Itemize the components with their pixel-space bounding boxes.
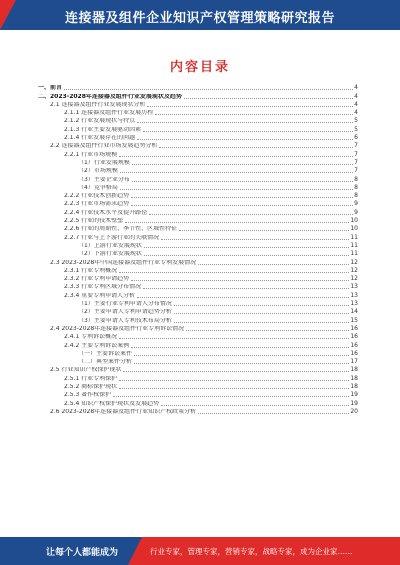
toc-entry[interactable]	[38, 373, 358, 381]
toc-entry[interactable]	[38, 282, 358, 290]
toc-entry[interactable]	[38, 191, 358, 199]
toc-entry[interactable]	[38, 108, 358, 116]
toc-entry-label: 2.2 连接器及组件行业市场发展趋势分析	[50, 143, 158, 150]
toc-entry[interactable]	[38, 241, 358, 249]
toc-entry-page-number: 10	[350, 225, 358, 233]
toc-leader-dots	[120, 172, 353, 173]
toc-entry-label: 一、前言	[38, 85, 63, 92]
toc-leader-dots	[174, 305, 350, 306]
toc-entry[interactable]	[38, 100, 358, 108]
toc-leader-dots	[144, 255, 350, 256]
toc-leader-dots	[174, 313, 350, 314]
toc-entry[interactable]	[38, 149, 358, 157]
toc-entry[interactable]	[38, 158, 358, 166]
toc-entry-page-number: 16	[350, 349, 358, 357]
toc-entry-label: 2.1.4 行业发展存在的问题	[64, 135, 136, 142]
toc-entry-page-number: 13	[350, 300, 358, 308]
toc-leader-dots	[131, 205, 353, 206]
toc-leader-dots	[132, 181, 353, 182]
toc-entry[interactable]	[38, 224, 358, 232]
toc-leader-dots	[119, 156, 353, 157]
toc-entry-page-number: 17	[350, 358, 358, 366]
toc-leader-dots	[184, 98, 353, 99]
toc-entry-page-number: 7	[354, 150, 358, 158]
toc-entry-page-number: 16	[350, 333, 358, 341]
toc-leader-dots	[149, 214, 353, 215]
toc-entry-page-number: 8	[354, 175, 358, 183]
toc-entry-page-number: 5	[354, 125, 358, 133]
toc-entry[interactable]	[38, 357, 358, 365]
toc-entry-page-number: 6	[354, 134, 358, 142]
toc-heading: 内容目录	[169, 60, 230, 75]
toc-entry-label: 2.5.3 著作权保护	[64, 392, 112, 399]
toc-entry[interactable]	[38, 274, 358, 282]
toc-entry-label: （4）竞争格局	[78, 184, 118, 191]
toc-leader-dots	[144, 247, 350, 248]
toc-entry-page-number: 4	[354, 84, 358, 92]
report-title: 连接器及组件企业知识产权管理策略研究报告	[64, 11, 335, 26]
toc-entry[interactable]	[38, 216, 358, 224]
toc-entry-label: 2.3 2023-2028年中国连接器及组件行业专利发展情况	[50, 259, 197, 266]
toc-entry-page-number: 11	[350, 241, 358, 249]
toc-leader-dots	[131, 280, 349, 281]
toc-entry-page-number: 12	[350, 258, 358, 266]
toc-leader-dots	[125, 222, 349, 223]
toc-entry-label: （1）上游行业发展现状	[78, 242, 142, 249]
toc-leader-dots	[155, 114, 353, 115]
toc-entry[interactable]	[38, 116, 358, 124]
toc-entry-page-number: 19	[350, 399, 358, 407]
toc-entry[interactable]	[38, 349, 358, 357]
toc-leader-dots	[186, 330, 349, 331]
toc-entry[interactable]	[38, 83, 358, 91]
toc-entry-page-number: 11	[350, 250, 358, 258]
toc-entry[interactable]	[38, 290, 358, 298]
toc-entry-label: 2.3.4 重要专利申请人分析	[64, 292, 136, 299]
toc-entry-label: （3）主要企业分布	[78, 176, 130, 183]
toc-entry[interactable]	[38, 307, 358, 315]
toc-entry-page-number: 14	[350, 308, 358, 316]
toc-entry-label: 2.5 行业知识产权保护现状	[50, 367, 122, 374]
toc-entry[interactable]	[38, 174, 358, 182]
toc-entry[interactable]	[38, 266, 358, 274]
toc-entry-page-number: 4	[354, 92, 358, 100]
toc-entry[interactable]	[38, 390, 358, 398]
toc-entry-label: （1）主要行业专利申请人分布情况	[78, 301, 172, 308]
toc-entry-label: 2.1.1 连接器及组件行业发展历程	[64, 110, 154, 117]
toc-entry[interactable]	[38, 207, 358, 215]
toc-entry-label: 2.4.2 主要专利诉讼案例	[64, 342, 130, 349]
toc-entry-label: 2.4 2023-2028年连接器及组件行业专利诉讼情况	[50, 325, 185, 332]
toc-entry-label: （一）主要诉讼案件	[78, 350, 133, 357]
toc-entry-label: 2.5.2 商标保护现状	[64, 383, 118, 390]
toc-leader-dots	[131, 197, 353, 198]
toc-entry-page-number: 18	[350, 382, 358, 390]
toc-leader-dots	[123, 371, 349, 372]
toc-entry-label: 2.3.1 行业专利概况	[64, 267, 118, 274]
toc-entry-page-number: 13	[350, 291, 358, 299]
toc-entry[interactable]	[38, 365, 358, 373]
toc-entry-label: 2.1 连接器及组件行业发展现状分析	[50, 101, 146, 108]
toc-entry[interactable]	[38, 183, 358, 191]
toc-entry-page-number: 18	[350, 366, 358, 374]
toc-entry[interactable]	[38, 332, 358, 340]
toc-leader-dots	[131, 347, 349, 348]
toc-entry-label: （2）下游行业发展现状	[78, 251, 142, 258]
toc-entry-page-number: 12	[350, 275, 358, 283]
toc-entry[interactable]	[38, 315, 358, 323]
toc-entry[interactable]	[38, 340, 358, 348]
toc-entry-page-number: 10	[350, 217, 358, 225]
toc-entry-page-number: 13	[350, 283, 358, 291]
toc-entry-page-number: 7	[354, 158, 358, 166]
footer-slogan: 让每个人都能成为	[46, 548, 119, 558]
toc-entry-page-number: 16	[350, 341, 358, 349]
toc-entry-label: 2.3.2 行业专利申请趋势	[64, 276, 130, 283]
toc-entry-page-number: 4	[354, 100, 358, 108]
toc-entry-label: （2）市场规模	[78, 168, 118, 175]
footer-banner	[0, 537, 400, 565]
toc-entry-label: 2.2.4 行业技术水平及提升路径	[64, 209, 148, 216]
toc-entry-label: 2.3.3 行业专利区域分布情况	[64, 284, 142, 291]
toc-leader-dots	[119, 272, 349, 273]
toc-entry-label: 2.1.3 行业主要发展驱动因素	[64, 126, 142, 133]
toc-entry[interactable]	[38, 141, 358, 149]
toc-entry-label: 二、2023-2028年连接器及组件行业发展现状及趋势	[38, 93, 182, 100]
toc-leader-dots	[143, 131, 353, 132]
toc-leader-dots	[132, 164, 353, 165]
toc-leader-dots	[137, 297, 349, 298]
toc-leader-dots	[137, 139, 353, 140]
toc-entry-page-number: 4	[354, 109, 358, 117]
toc-entry-label: 2.5.1 行业专利保护	[64, 375, 118, 382]
toc-entry[interactable]	[38, 382, 358, 390]
toc-entry-label: 2.2.2 行业技术创新趋势	[64, 193, 130, 200]
toc-entry-page-number: 18	[350, 374, 358, 382]
toc-entry-label: 2.2.1 行业市场规模	[64, 151, 118, 158]
toc-leader-dots	[198, 413, 349, 414]
toc-entry-label: （3）主要申请人专利技术布局分析	[78, 317, 172, 324]
toc-entry-page-number: 9	[354, 208, 358, 216]
toc-entry[interactable]	[38, 133, 358, 141]
toc-leader-dots	[147, 106, 353, 107]
toc-entry-label: （2）主要申请人专利申请趋势分析	[78, 309, 172, 316]
toc-leader-dots	[159, 147, 353, 148]
toc-entry-label: 2.4.1 专利诉讼概况	[64, 334, 118, 341]
toc-entry-page-number: 7	[354, 142, 358, 150]
toc-entry-label: 2.2.3 行业市场需求趋势	[64, 201, 130, 208]
toc-leader-dots	[134, 355, 349, 356]
toc-leader-dots	[179, 230, 349, 231]
toc-entry-page-number: 9	[354, 200, 358, 208]
footer-red-slant	[128, 537, 142, 565]
toc-entry-page-number: 8	[354, 183, 358, 191]
footer-tagline: 行业专家，管理专家，营销专家，战略专家，成为企业家……	[150, 547, 353, 556]
toc-entry[interactable]	[38, 299, 358, 307]
toc-entry[interactable]	[38, 232, 358, 240]
toc-entry[interactable]	[38, 257, 358, 265]
table-of-contents	[38, 83, 358, 415]
toc-leader-dots	[198, 264, 349, 265]
toc-entry-page-number: 7	[354, 167, 358, 175]
toc-leader-dots	[161, 405, 349, 406]
toc-entry[interactable]	[38, 199, 358, 207]
toc-entry-page-number: 15	[350, 316, 358, 324]
toc-leader-dots	[134, 363, 349, 364]
toc-entry-page-number: 16	[350, 324, 358, 332]
toc-entry[interactable]	[38, 91, 358, 99]
toc-leader-dots	[119, 338, 349, 339]
toc-leader-dots	[113, 396, 349, 397]
toc-entry-page-number: 8	[354, 192, 358, 200]
toc-entry[interactable]	[38, 124, 358, 132]
toc-entry[interactable]	[38, 249, 358, 257]
toc-leader-dots	[64, 89, 353, 90]
toc-entry-page-number: 12	[350, 266, 358, 274]
toc-entry[interactable]	[38, 166, 358, 174]
toc-entry-label: （1）行业发展规模	[78, 159, 130, 166]
toc-leader-dots	[137, 122, 353, 123]
toc-entry-page-number: 5	[354, 117, 358, 125]
toc-entry[interactable]	[38, 398, 358, 406]
toc-leader-dots	[119, 380, 349, 381]
toc-leader-dots	[161, 239, 349, 240]
toc-entry-label: （二）典型案件分析	[78, 359, 133, 366]
toc-entry[interactable]	[38, 324, 358, 332]
toc-entry-page-number: 20	[350, 407, 358, 415]
toc-entry-label: 2.2.7 行业与上下游行业的关联情况	[64, 234, 160, 241]
toc-entry-page-number: 19	[350, 391, 358, 399]
report-header-banner	[0, 0, 400, 30]
toc-leader-dots	[143, 288, 349, 289]
toc-leader-dots	[174, 322, 350, 323]
toc-entry-label: 2.2.6 行业的周期性、季节性、区域性特征	[64, 226, 178, 233]
toc-leader-dots	[119, 388, 349, 389]
toc-entry[interactable]	[38, 407, 358, 415]
toc-leader-dots	[120, 189, 353, 190]
toc-entry-label: 2.2.5 行业的技术壁垒	[64, 218, 124, 225]
toc-entry-page-number: 11	[350, 233, 358, 241]
toc-entry-label: 2.6 2023-2028年连接器及组件行业知识产权政策分析	[50, 408, 197, 415]
toc-entry-label: 2.5.4 知识产权保护现状及发展趋势	[64, 400, 160, 407]
toc-entry-label: 2.1.2 行业发展现状与特点	[64, 118, 136, 125]
